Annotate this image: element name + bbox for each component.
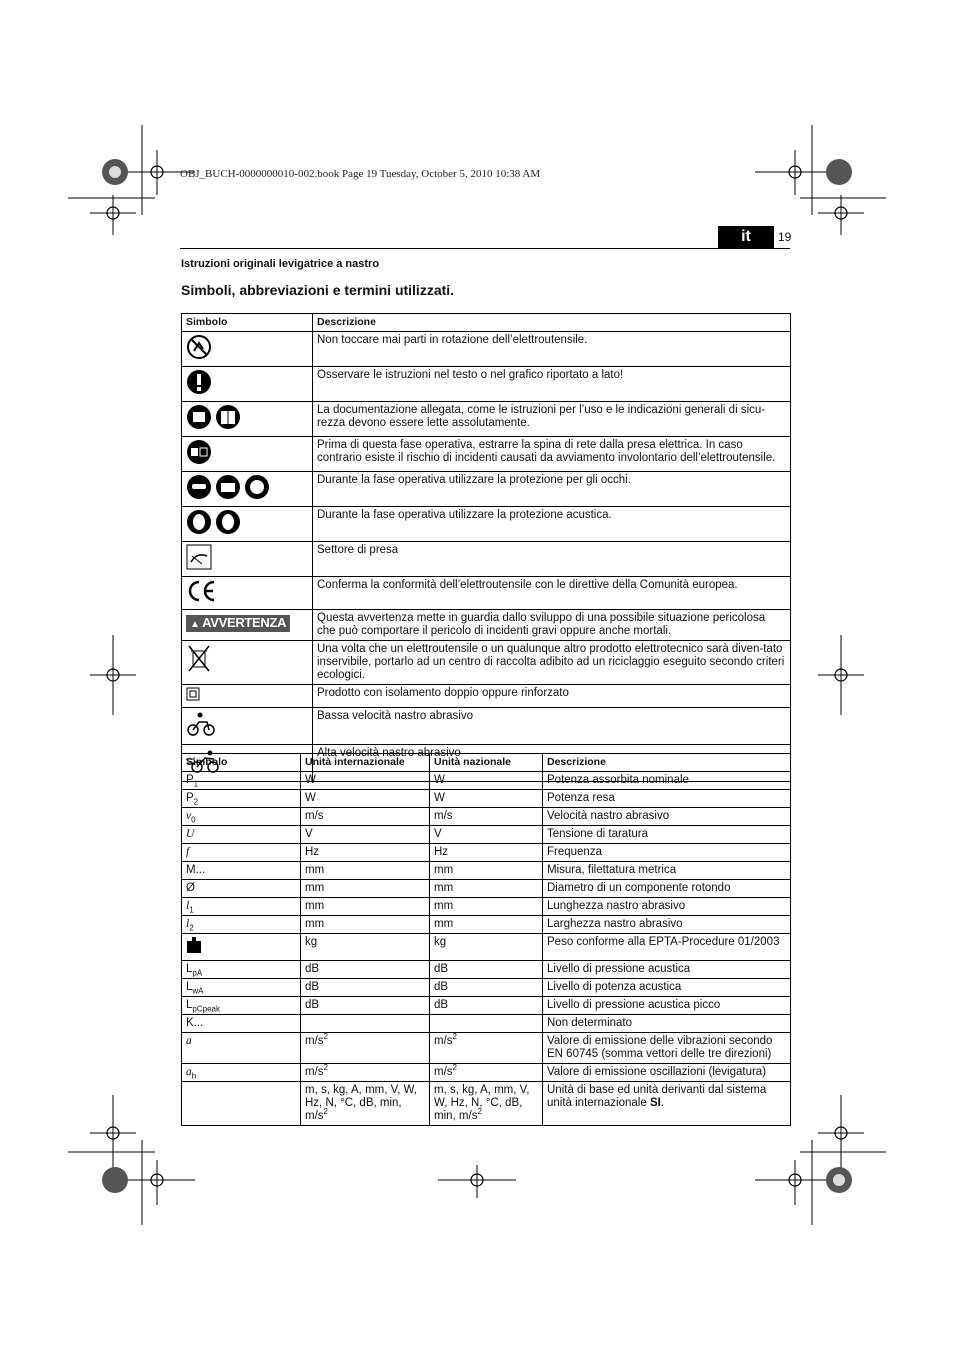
- symbol-text: L: [186, 999, 193, 1011]
- description-cell: Questa avvertenza mette in guardia dallo sviluppo di una possibile situazione pericolosa che può comportare il pericolo di incidenti gravi oppure anche mortali.: [313, 610, 791, 641]
- intl-unit-cell-text: dB: [305, 963, 320, 975]
- col-header-national-unit: Unità nazionale: [430, 754, 543, 772]
- symbol-text: U: [186, 828, 195, 840]
- table-row: [182, 934, 791, 961]
- symbol-text: P: [186, 792, 194, 804]
- description-cell: [543, 898, 791, 916]
- intl-unit-cell-text: W: [305, 774, 316, 786]
- description-cell: [543, 826, 791, 844]
- ear-protection-icons: [186, 509, 242, 539]
- intl-unit-cell: [301, 808, 430, 826]
- national-unit-cell-text: m, s, kg, A, mm, V, W, Hz, N, °C, dB, min, m/s: [434, 1084, 530, 1122]
- description-cell: Non toccare mai parti in rotazione dell’elettroutensile.: [313, 332, 791, 367]
- national-unit-cell-text: mm: [434, 864, 454, 876]
- intl-unit-cell: [301, 844, 430, 862]
- description-cell: [543, 1082, 791, 1126]
- symbol-cell: [182, 808, 301, 826]
- description-text: Tensione di taratura: [547, 828, 649, 840]
- exponent: 2: [452, 1063, 457, 1073]
- description-cell: [543, 862, 791, 880]
- col-header-symbol: Simbolo: [182, 754, 301, 772]
- intl-unit-cell: [301, 961, 430, 979]
- intl-unit-cell-text: kg: [305, 936, 318, 948]
- grip-area-icon: [186, 544, 212, 574]
- description-text: Valore di emissione delle vibrazioni secondo EN 60745 (somma vettori delle tre direzioni): [547, 1035, 773, 1060]
- intl-unit-cell-text: m, s, kg, A, mm, V, W, Hz, N, °C, dB, min, m/s: [305, 1084, 418, 1122]
- exponent: 2: [323, 1063, 328, 1073]
- national-unit-cell: [430, 790, 543, 808]
- description-cell: [543, 844, 791, 862]
- symbol-cell: [182, 437, 313, 472]
- description-text: Non determinato: [547, 1017, 633, 1029]
- weight-icon: [186, 936, 202, 958]
- national-unit-cell: [430, 808, 543, 826]
- description-cell: Prodotto con isolamento doppio oppure rinforzato: [313, 685, 791, 708]
- description-cell: [543, 1033, 791, 1064]
- symbol-cell: [182, 577, 313, 610]
- national-unit-cell: [430, 934, 543, 961]
- symbol-cell: [182, 1064, 301, 1082]
- national-unit-cell-text: m/s: [434, 1066, 453, 1078]
- national-unit-cell: [430, 844, 543, 862]
- table-row: [182, 708, 791, 745]
- table-row: [182, 862, 791, 880]
- description-cell: Durante la fase operativa utilizzare la protezione per gli occhi.: [313, 472, 791, 507]
- symbol-subscript: 1: [193, 779, 199, 789]
- national-unit-cell: [430, 1033, 543, 1064]
- manual-subtitle: Istruzioni originali levigatrice a nastro: [181, 258, 380, 270]
- national-unit-cell-text: W: [434, 792, 445, 804]
- symbol-cell: [182, 1033, 301, 1064]
- eye-protection-icons: [186, 474, 270, 504]
- symbol-cell: [182, 961, 301, 979]
- intl-unit-cell-text: m/s: [305, 1066, 324, 1078]
- description-text: Valore di emissione oscillazioni (levigatura): [547, 1066, 767, 1078]
- description-text: Larghezza nastro abrasivo: [547, 918, 683, 930]
- symbol-cell: [182, 862, 301, 880]
- col-header-description: Descrizione: [313, 314, 791, 332]
- description-cell: [543, 934, 791, 961]
- symbol-cell: [182, 1015, 301, 1033]
- attention-icon: [186, 369, 212, 399]
- symbol-subscript: 2: [189, 923, 194, 933]
- description-text: Lunghezza nastro abrasivo: [547, 900, 686, 912]
- national-unit-cell-text: dB: [434, 981, 449, 993]
- page-number: 19: [778, 230, 792, 244]
- description-cell: Durante la fase operativa utilizzare la protezione acustica.: [313, 507, 791, 542]
- symbol-cell: [182, 979, 301, 997]
- table-row: [182, 685, 791, 708]
- section-title: Simboli, abbreviazioni e termini utilizzati.: [181, 282, 455, 298]
- symbol-text: P: [186, 774, 194, 786]
- warning-label: [186, 615, 290, 632]
- symbol-cell: [182, 507, 313, 542]
- no-touch-rotating-icon: [186, 334, 212, 364]
- symbol-cell: [182, 790, 301, 808]
- symbol-cell: [182, 708, 313, 745]
- symbol-text: l: [186, 918, 190, 930]
- symbol-cell: [182, 367, 313, 402]
- description-cell: [543, 1015, 791, 1033]
- symbol-text: M...: [186, 864, 206, 876]
- intl-unit-cell-text: mm: [305, 900, 325, 912]
- description-text: Livello di potenza acustica: [547, 981, 682, 993]
- table-row: [182, 826, 791, 844]
- symbol-cell: [182, 542, 313, 577]
- symbol-text: v: [186, 810, 192, 822]
- national-unit-cell-text: mm: [434, 918, 454, 930]
- table-row: [182, 916, 791, 934]
- table-row: [182, 507, 791, 542]
- national-unit-cell-text: mm: [434, 882, 454, 894]
- header-rule: [180, 248, 790, 249]
- symbol-subscript: h: [191, 1071, 197, 1081]
- national-unit-cell-text: V: [434, 828, 442, 840]
- intl-unit-cell-text: m/s: [305, 810, 324, 822]
- symbol-cell: [182, 826, 301, 844]
- table-row: [182, 1033, 791, 1064]
- national-unit-cell: [430, 997, 543, 1015]
- national-unit-cell: [430, 898, 543, 916]
- symbol-cell: [182, 844, 301, 862]
- symbol-text: l: [186, 900, 190, 912]
- symbol-subscript: 2: [193, 797, 199, 807]
- col-header-description: Descrizione: [543, 754, 791, 772]
- intl-unit-cell: [301, 826, 430, 844]
- national-unit-cell: [430, 862, 543, 880]
- intl-unit-cell-text: mm: [305, 864, 325, 876]
- intl-unit-cell: [301, 1033, 430, 1064]
- description-cell: [543, 961, 791, 979]
- description-cell: [543, 772, 791, 790]
- symbol-cell: [182, 610, 313, 641]
- description-cell: Settore di presa: [313, 542, 791, 577]
- intl-unit-cell: [301, 862, 430, 880]
- national-unit-cell: [430, 916, 543, 934]
- national-unit-cell-text: mm: [434, 900, 454, 912]
- symbol-text: a: [186, 1066, 192, 1078]
- slow-cyclist-icon: [186, 710, 216, 742]
- description-cell: [543, 997, 791, 1015]
- si-abbreviation: SI: [649, 1097, 661, 1109]
- exponent: 2: [323, 1032, 328, 1042]
- table-row: [182, 610, 791, 641]
- exponent: 2: [323, 1107, 328, 1117]
- symbol-subscript: pA: [192, 968, 203, 978]
- description-text: Potenza assorbita nominale: [547, 774, 689, 786]
- description-cell: Conferma la conformità dell’elettroutensile con le direttive della Comunità europea.: [313, 577, 791, 610]
- symbol-text: L: [186, 981, 193, 993]
- table-row: [182, 472, 791, 507]
- symbol-subscript: wA: [192, 986, 204, 996]
- national-unit-cell: [430, 1064, 543, 1082]
- table-row: [182, 772, 791, 790]
- table-row: [182, 437, 791, 472]
- symbol-cell: [182, 472, 313, 507]
- intl-unit-cell: [301, 772, 430, 790]
- exponent: 2: [477, 1107, 482, 1117]
- description-cell: Alta velocità nastro abrasivo: [313, 745, 791, 782]
- description-text: Livello di pressione acustica picco: [547, 999, 721, 1011]
- symbols-table: [181, 313, 791, 782]
- symbol-cell: [182, 934, 301, 961]
- unplug-icon: [186, 439, 212, 469]
- national-unit-cell-text: dB: [434, 963, 449, 975]
- description-text: Velocità nastro abrasivo: [547, 810, 670, 822]
- warning-label-text: AVVERTENZA: [202, 615, 287, 630]
- intl-unit-cell: [301, 934, 430, 961]
- table-row: [182, 542, 791, 577]
- col-header-international-unit: Unità internazionale: [301, 754, 430, 772]
- description-text: Diametro di un componente rotondo: [547, 882, 731, 894]
- description-cell: La documentazione allegata, come le istruzioni per l’uso e le indicazioni generali di sicu-rezza devono essere lette assolutamente.: [313, 402, 791, 437]
- symbol-text: a: [186, 1035, 192, 1047]
- national-unit-cell-text: kg: [434, 936, 447, 948]
- symbol-text: L: [186, 963, 193, 975]
- national-unit-cell: [430, 1015, 543, 1033]
- intl-unit-cell-text: mm: [305, 918, 325, 930]
- national-unit-cell: [430, 979, 543, 997]
- table-row: [182, 808, 791, 826]
- warning-triangle-icon: ▲: [190, 619, 203, 630]
- national-unit-cell: [430, 772, 543, 790]
- symbol-text: f: [186, 846, 190, 858]
- description-cell: [543, 916, 791, 934]
- national-unit-cell: [430, 880, 543, 898]
- intl-unit-cell: [301, 1064, 430, 1082]
- intl-unit-cell-text: Hz: [305, 846, 320, 858]
- table-row: [182, 641, 791, 685]
- description-text: Misura, filettatura metrica: [547, 864, 677, 876]
- national-unit-cell: [430, 826, 543, 844]
- table-row: [182, 979, 791, 997]
- description-cell: [543, 880, 791, 898]
- intl-unit-cell-text: mm: [305, 882, 325, 894]
- description-cell: Bassa velocità nastro abrasivo: [313, 708, 791, 745]
- symbol-subscript: 1: [189, 905, 194, 915]
- symbol-cell: [182, 332, 313, 367]
- table-row: [182, 790, 791, 808]
- table-row: [182, 961, 791, 979]
- intl-unit-cell: [301, 790, 430, 808]
- units-table: [181, 753, 791, 1126]
- description-text: Potenza resa: [547, 792, 615, 804]
- description-text: Frequenza: [547, 846, 602, 858]
- intl-unit-cell: [301, 916, 430, 934]
- symbol-cell: [182, 898, 301, 916]
- description-cell: Osservare le istruzioni nel testo o nel grafico riportato a lato!: [313, 367, 791, 402]
- ce-mark-icon: [186, 579, 216, 607]
- intl-unit-cell: [301, 979, 430, 997]
- symbol-cell: [182, 685, 313, 708]
- table-row: [182, 332, 791, 367]
- intl-unit-cell-text: dB: [305, 999, 320, 1011]
- description-cell: [543, 808, 791, 826]
- exponent: 2: [452, 1032, 457, 1042]
- table-row: [182, 577, 791, 610]
- table-row: [182, 1082, 791, 1126]
- national-unit-cell-text: Hz: [434, 846, 449, 858]
- table-row: [182, 898, 791, 916]
- intl-unit-cell: [301, 880, 430, 898]
- symbol-text: Ø: [186, 882, 195, 894]
- table-row: [182, 844, 791, 862]
- read-manual-icons: [186, 404, 242, 434]
- table-row: [182, 367, 791, 402]
- table-row: [182, 880, 791, 898]
- description-text: Peso conforme alla EPTA-Procedure 01/2003: [547, 936, 780, 948]
- national-unit-cell: [430, 961, 543, 979]
- table-row: [182, 1015, 791, 1033]
- intl-unit-cell-text: V: [305, 828, 313, 840]
- intl-unit-cell-text: dB: [305, 981, 320, 993]
- national-unit-cell-text: m/s: [434, 810, 453, 822]
- symbol-subscript: 0: [191, 815, 196, 825]
- description-cell: Una volta che un elettroutensile o un qualunque altro prodotto elettrotecnico sarà diven-tato inservibile, portarlo ad un centro di raccolta adibito ad un riciclaggio eseguito secondo criteri ecologici.: [313, 641, 791, 685]
- weee-bin-icon: [186, 643, 212, 677]
- symbol-cell: [182, 880, 301, 898]
- intl-unit-cell-text: W: [305, 792, 316, 804]
- table-row: [182, 402, 791, 437]
- symbol-cell: [182, 997, 301, 1015]
- col-header-symbol: Simbolo: [182, 314, 313, 332]
- table-row: [182, 1064, 791, 1082]
- symbol-cell: [182, 1082, 301, 1126]
- symbol-cell: [182, 916, 301, 934]
- description-cell: [543, 790, 791, 808]
- table-row: [182, 997, 791, 1015]
- language-badge: it: [718, 226, 774, 248]
- national-unit-cell: [430, 1082, 543, 1126]
- national-unit-cell-text: dB: [434, 999, 449, 1011]
- description-cell: [543, 1064, 791, 1082]
- intl-unit-cell-text: m/s: [305, 1035, 324, 1047]
- intl-unit-cell: [301, 898, 430, 916]
- intl-unit-cell: [301, 1082, 430, 1126]
- description-end: .: [660, 1097, 665, 1109]
- description-text: Unità di base ed unità derivanti dal sistema unità internazionale: [547, 1084, 767, 1109]
- double-insulation-icon: [186, 687, 200, 705]
- intl-unit-cell: [301, 997, 430, 1015]
- symbol-cell: [182, 772, 301, 790]
- national-unit-cell-text: m/s: [434, 1035, 453, 1047]
- symbol-text: K...: [186, 1017, 204, 1029]
- book-info-line: OBJ_BUCH-0000000010-002.book Page 19 Tuesday, October 5, 2010 10:38 AM: [180, 168, 541, 180]
- description-cell: [543, 979, 791, 997]
- symbol-subscript: pCpeak: [192, 1004, 220, 1014]
- description-cell: Prima di questa fase operativa, estrarre la spina di rete dalla presa elettrica. In caso contrario esiste il rischio di incidenti causati da avviamento involontario dell’elettroutensile.: [313, 437, 791, 472]
- intl-unit-cell: [301, 1015, 430, 1033]
- symbol-cell: [182, 641, 313, 685]
- national-unit-cell-text: W: [434, 774, 445, 786]
- symbol-cell: [182, 402, 313, 437]
- description-text: Livello di pressione acustica: [547, 963, 691, 975]
